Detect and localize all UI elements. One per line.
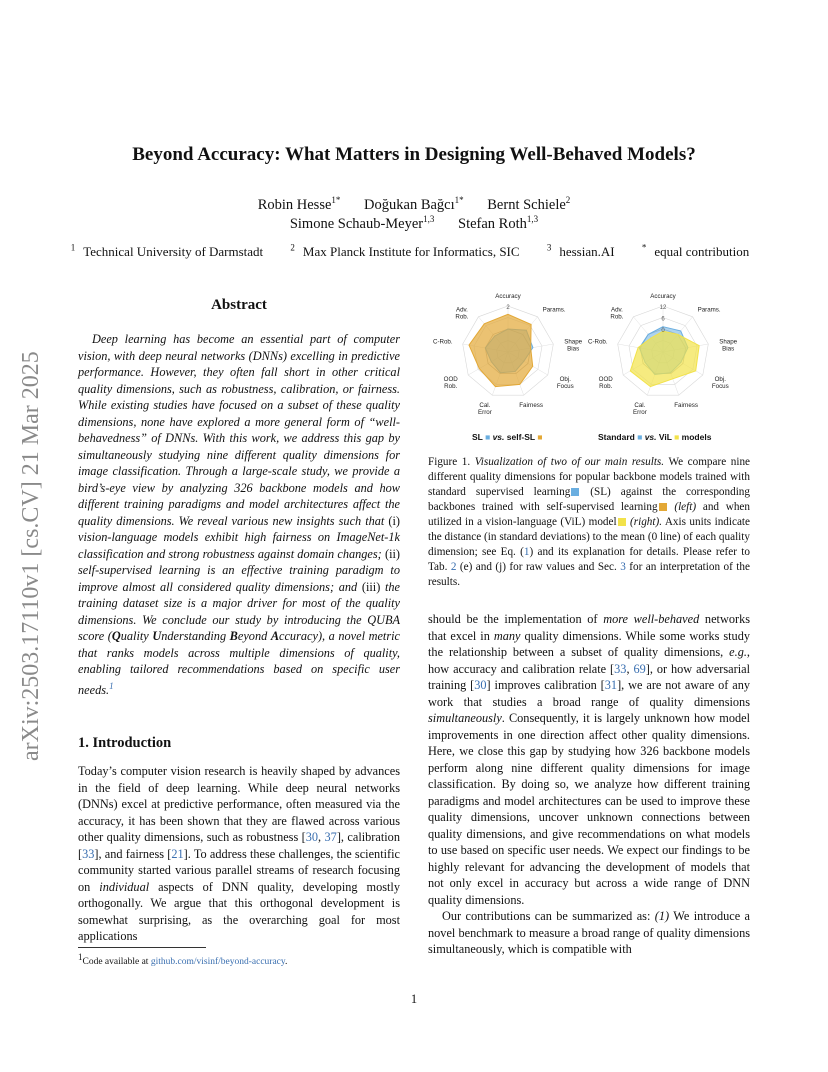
axis-label: Accuracy [495, 293, 521, 300]
affiliation: $^2$ Max Planck Institute for Informatics, SIC [290, 243, 520, 260]
affiliation: $^3$ hessian.AI [546, 243, 615, 260]
abstract-heading: Abstract [211, 297, 267, 313]
author: Bernt Schiele$^2$ [487, 195, 571, 213]
paragraph: should be the implementation of more well-behaved networks that excel in many quality dimensions. While some works study the relationship between a subset of quality dimensions, e.g., how accuracy and calibration relate [33, 69], or how adversarial training [30] improves calibration [31], we are not aware of any work that studies a broad range of quality dimensions simultaneously. Consequently, it is largely unknown how model improvements in one direction affect other quality dimensions. Here, we close this gap by studying how 326 backbone models perform along nine different quality dimensions for image classification. By doing so, we analyze how different training paradigms and model architectures can be used to improve these quality dimensions, uncover unknown connections between quality dimensions, and give recommendations on what models to use based on specific user needs. We expect our findings to be highly relevant for advancing the development of models that not only excel in accuracy but across a wide range of DNN quality dimensions. [428, 612, 751, 907]
paragraph: Our contributions can be summarized as: (1) We introduce a novel benchmark to measure a broad range of quality dimensions simultaneously, which is compatible with [428, 909, 750, 956]
citation-link[interactable]: 21 [171, 846, 184, 861]
axis-label: Accuracy [650, 293, 676, 300]
axis-label: Cal. Error [478, 402, 492, 416]
axis-label: OOD Rob. [443, 376, 458, 390]
tick-label: 0 [661, 328, 665, 334]
arxiv-stamp-text: arXiv:2503.17110v1 [cs.CV] 21 Mar 2025 [18, 351, 44, 761]
tick-label: 6 [661, 316, 665, 323]
page-number: 1 [410, 992, 418, 1006]
authors-row-1 [0, 195, 828, 214]
intro-heading: 1. Introduction [78, 735, 172, 751]
series-b-area [630, 331, 699, 386]
table-link[interactable]: 2 [450, 561, 457, 573]
self-sl-color-swatch [659, 503, 667, 511]
axis-label: Fairness [674, 402, 698, 409]
author: Simone Schaub-Meyer$^{1,3}$ [289, 214, 435, 232]
footnote-mark[interactable]: 1 [109, 680, 114, 691]
citation-link[interactable]: 33 [614, 661, 627, 676]
sl-color-swatch [571, 488, 579, 496]
axis-label: Adv. Rob. [455, 306, 469, 321]
axis-label: Params. [697, 306, 721, 314]
figure-1-radar-charts [428, 292, 750, 452]
affiliation: $^1$ Technical University of Darmstadt [70, 243, 264, 260]
axis-label: Obj. Focus [556, 376, 574, 390]
equation-link[interactable]: 1 [523, 546, 530, 558]
radar-right [588, 293, 738, 442]
axis-label: OOD Rob. [598, 376, 613, 390]
axis-label: Shape Bias [719, 338, 738, 353]
footnote-rule [78, 947, 206, 948]
radar-left [433, 293, 583, 442]
author: Doğukan Bağcı$^{1*}$ [364, 195, 464, 213]
series-b-area [469, 314, 533, 386]
vil-color-swatch [618, 518, 626, 526]
abstract-text: Deep learning has become an essential part of computer vision, with deep neural networks (DNNs) excelling in predictive performance. However, they often fall short in other critical quality dimensions, such as robustness, calibration, or fairness. While existing studies have focused on a subset of these quality dimensions, none have explored a more general form of “well-behavedness” of DNNs. With this work, we address this gap by simultaneously studying nine different quality dimensions for image classification. Through a large-scale study, we provide a bird’s-eye view by analyzing 326 backbone models and how different training paradigms and model architectures affect the quality dimensions. We reveal various new insights such that (i) vision-language models exhibit high fairness on ImageNet-1k classification and strong robustness against domain changes; (ii) self-supervised learning is an effective training paradigm to improve almost all considered quality dimensions; and (iii) the training dataset size is a major driver for most of the quality dimensions. We conclude our study by introducing the QUBA score (Quality Understanding Beyond Accuracy), a novel metric that ranks models across multiple dimensions of quality, enabling tailored recommendations based on specific user needs.$^1$ [78, 332, 400, 697]
citation-link[interactable]: 33 [82, 846, 95, 861]
legend: SL ■ vs. self-SL ■ [472, 432, 543, 442]
citation-link[interactable]: 37 [324, 830, 337, 844]
axis-label: Fairness [519, 402, 543, 409]
citation-link[interactable]: 69 [633, 661, 646, 676]
tick-label: 2 [506, 305, 510, 311]
code-link[interactable]: github.com/visinf/beyond-accuracy [150, 957, 286, 968]
author: Robin Hesse$^{1*}$ [257, 195, 341, 213]
affiliation: * equal contribution [641, 243, 750, 260]
right-column-text [428, 611, 750, 958]
affiliations [0, 243, 828, 260]
axis-label: Adv. Rob. [610, 306, 624, 321]
intro-text: Today’s computer vision research is heavily shaped by advances in the field of deep learning. While deep neural networks (DNNs) excel at predictive performance, often measured via the accuracy, it has been shown that they are flawed across various other quality dimensions, such as robustness [30, 37], calibration [33], and fairness [21]. To address these challenges, the scientific community started various parallel streams of research focusing on individual aspects of DNN quality, developing mostly orthogonally. We argue that this orthogonal development is somewhat surprising, as the overarching goal for most applications [78, 764, 400, 943]
citation-link[interactable]: 30 [474, 678, 487, 692]
arxiv-stamp [8, 283, 48, 763]
footnote: $^1$Code available at github.com/visinf/beyond-accuracy. [78, 952, 288, 968]
axis-label: Cal. Error [633, 402, 647, 416]
tick-label: 12 [659, 305, 667, 311]
paper-title: Beyond Accuracy: What Matters in Designing Well-Behaved Models? [132, 144, 696, 165]
section-link[interactable]: 3 [620, 561, 626, 573]
citation-link[interactable]: 30 [305, 830, 319, 844]
legend: Standard ■ vs. ViL ■ models [598, 432, 712, 442]
axis-label: Shape Bias [564, 338, 583, 353]
axis-label: C-Rob. [432, 338, 453, 346]
axis-label: Obj. Focus [711, 376, 729, 390]
axis-label: Params. [542, 306, 566, 314]
figure-caption: Figure 1. Visualization of two of our main results. We compare nine different quality dimensions for popular backbone models trained with standard supervised learning (SL) against the corresponding backbones trained with self-supervised learning (left) and when utilized in a vision-language (ViL) model (right). Axis units indicate the distance (in standard deviations) to the mean (0 line) of each quality dimension; see Eq. (1) and its explanation for details. Please refer to Tab. 2 (e) and (j) for raw values and Sec. 3 for an interpretation of the results. [428, 456, 750, 588]
author: Stefan Roth$^{1,3}$ [458, 214, 539, 232]
citation-link[interactable]: 31 [604, 678, 618, 692]
axis-label: C-Rob. [587, 338, 608, 346]
authors-row-2 [0, 214, 828, 233]
